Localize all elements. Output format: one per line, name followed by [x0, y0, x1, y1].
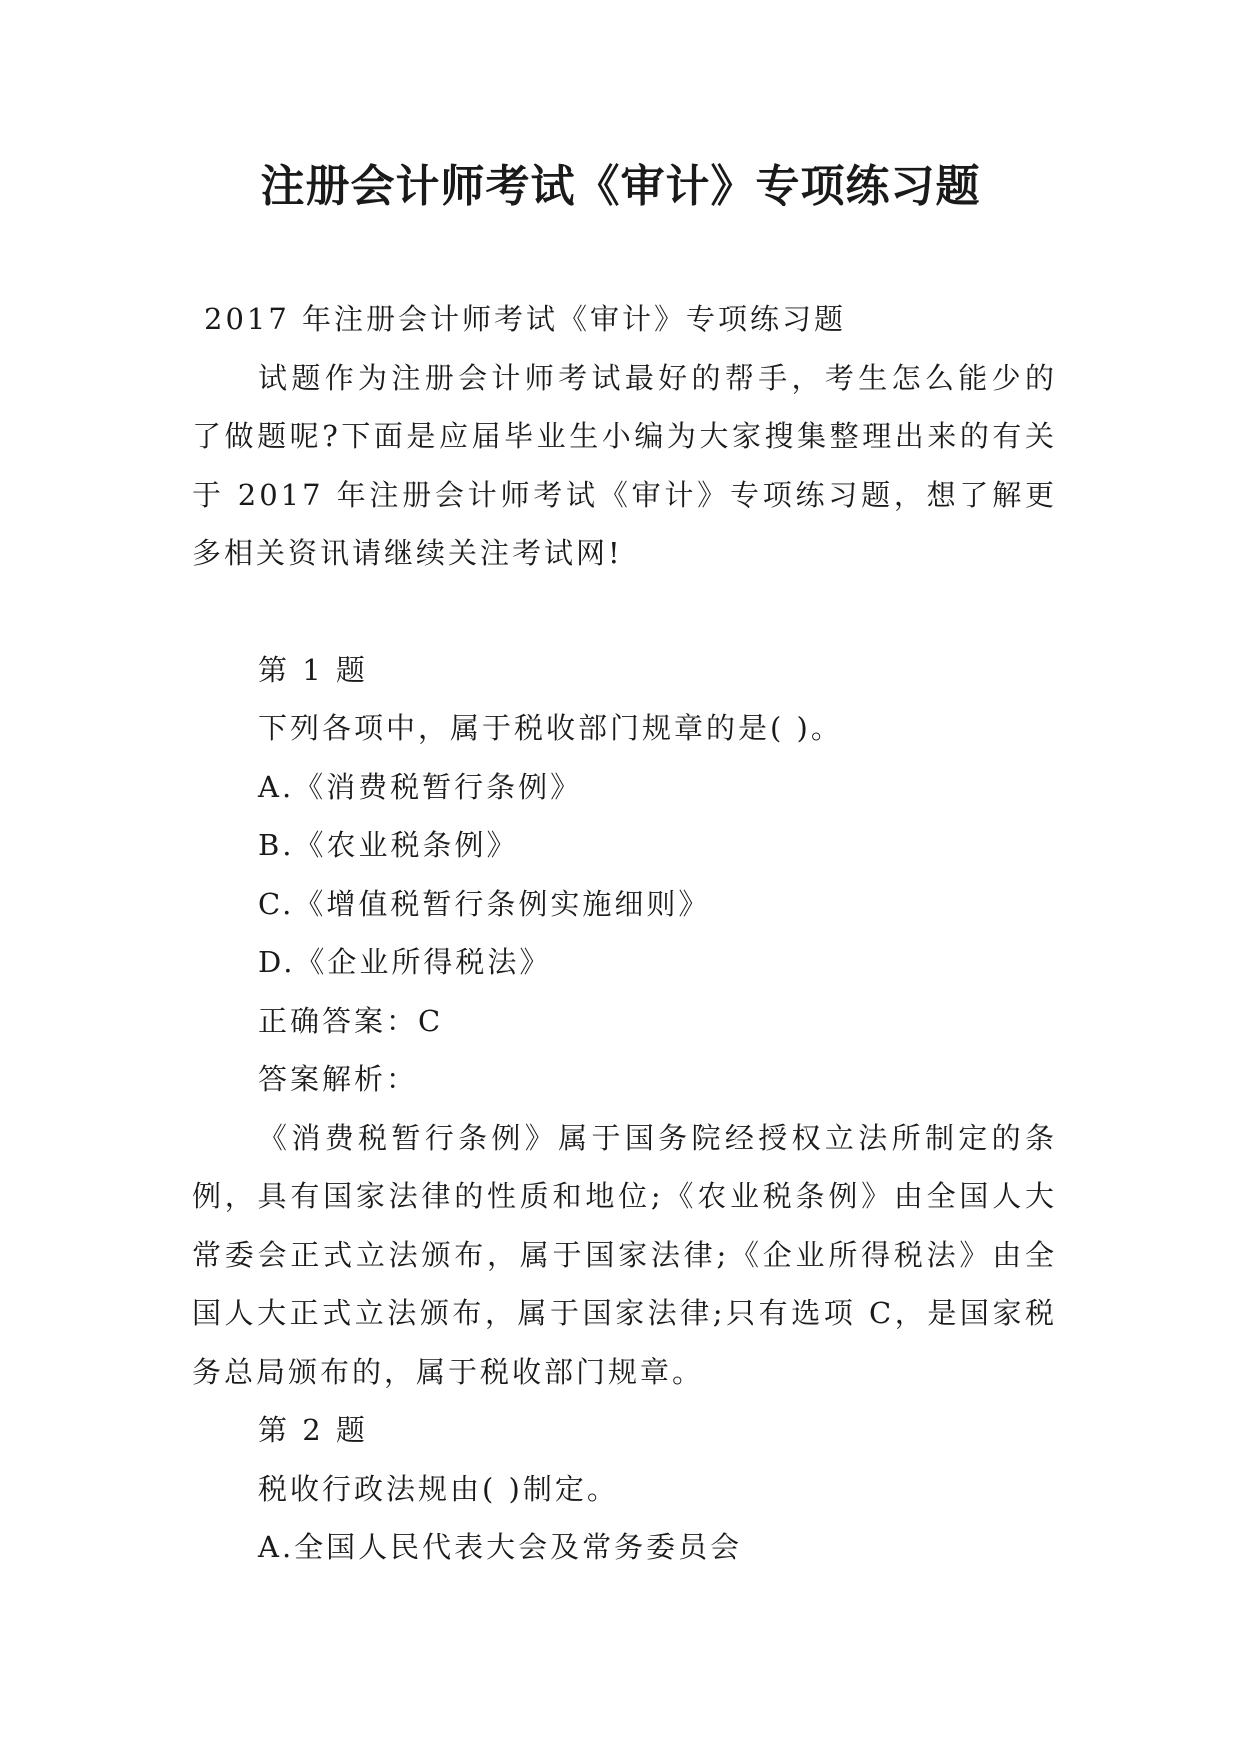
- option-d: D.《企业所得税法》: [258, 945, 552, 979]
- analysis-label: 答案解析：: [258, 1062, 419, 1096]
- correct-answer: 正确答案：C: [258, 1003, 444, 1038]
- question-number: 第 1 题: [258, 652, 368, 687]
- document-subtitle: 2017 年注册会计师考试《审计》专项练习题: [204, 302, 847, 336]
- intro-paragraph: 试题作为注册会计师考试最好的帮手，考生怎么能少的了做题呢?下面是应届毕业生小编为大家搜集整理出来的有关于 2017 年注册会计师考试《审计》专项练习题，想了解更多相关资讯请继续关注考试网!: [192, 360, 1057, 570]
- question-1: [192, 641, 1057, 1402]
- option-a: A.《消费税暂行条例》: [258, 769, 583, 804]
- analysis-text: 《消费税暂行条例》属于国务院经授权立法所制定的条例，具有国家法律的性质和地位;《农业税条例》由全国人大常委会正式立法颁布，属于国家法律;《企业所得税法》由全国人大正式立法颁布，属于国家法律;只有选项 C，是国家税务总局颁布的，属于税收部门规章。: [192, 1120, 1057, 1389]
- document-body: [192, 290, 1057, 1577]
- option-a: A.全国人民代表大会及常务委员会: [258, 1530, 743, 1564]
- paragraph-spacer: [192, 583, 1057, 641]
- question-stem: 税收行政法规由( )制定。: [258, 1471, 619, 1506]
- question-number: 第 2 题: [258, 1413, 368, 1447]
- document-title: 注册会计师考试《审计》专项练习题: [260, 161, 981, 212]
- option-b: B.《农业税条例》: [258, 828, 519, 862]
- question-2: [192, 1401, 1057, 1577]
- option-c: C.《增值税暂行条例实施细则》: [258, 886, 711, 921]
- question-stem: 下列各项中，属于税收部门规章的是( )。: [258, 711, 843, 745]
